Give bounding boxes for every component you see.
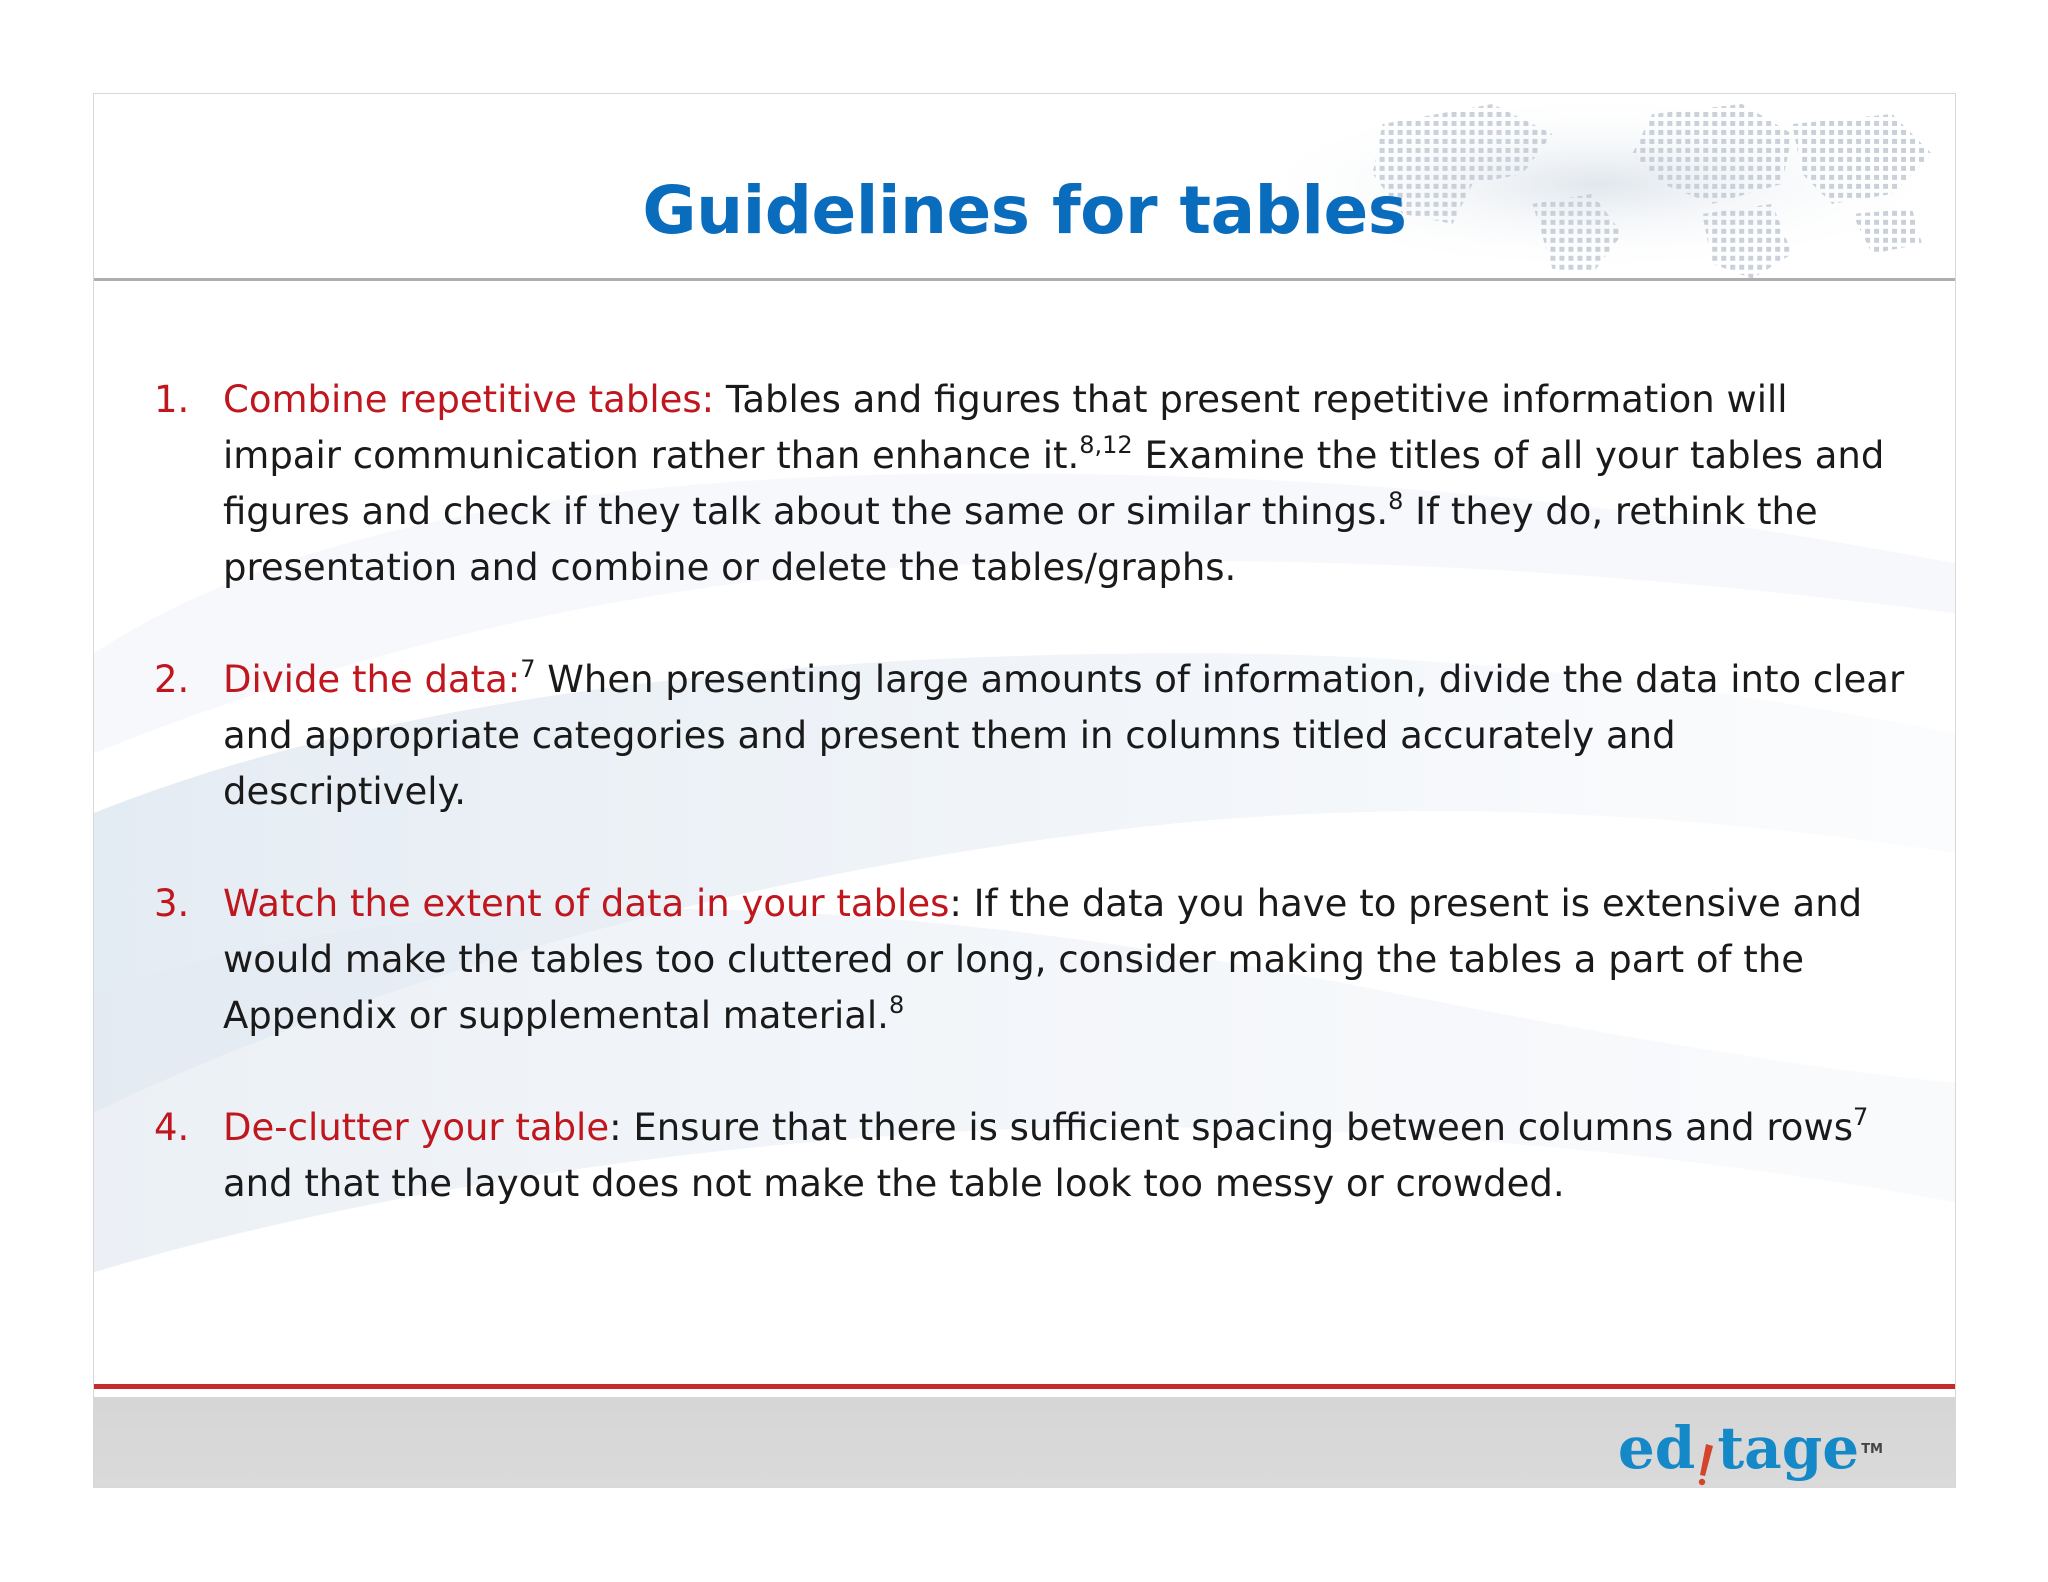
item-text: Examine the titles of all your tables and figures and check if they talk about the same or similar things. [223,434,1885,533]
item-heading: De-clutter your table [223,1106,610,1149]
reference-superscript: 7 [520,655,536,683]
reference-superscript: 8,12 [1079,431,1133,459]
guidelines-list [154,372,1914,1212]
item-heading: Combine repetitive tables: [223,378,715,421]
pencil-mark-icon [1697,1430,1715,1474]
item-number: 2. [154,658,190,701]
reference-superscript: 8 [1388,487,1404,515]
logo-text-left: ed [1617,1414,1696,1482]
reference-superscript: 7 [1852,1103,1869,1131]
slide [93,93,1956,1488]
list-item [154,652,1914,820]
item-text: When presenting large amounts of information, divide the data into clear and appropriate categories and present them in columns titled accurately and descriptively. [223,658,1905,813]
logo-text-right: tage [1717,1414,1860,1482]
slide-title: Guidelines for tables [642,172,1407,249]
list-item [154,876,1914,1044]
list-item [154,1100,1914,1212]
item-heading: Divide the data: [223,658,521,701]
trademark-mark: TM [1861,1442,1883,1457]
reference-superscript: 8 [888,991,905,1019]
item-text: Tables and figures that present repetitive information will impair communication rather than enhance it. [223,378,1788,477]
editage-logo [1618,1404,1883,1484]
item-text: If they do, rethink the presentation and combine or delete the tables/graphs. [223,490,1818,589]
title-divider [94,278,1955,281]
list-item [154,372,1914,596]
item-text: : If the data you have to present is extensive and would make the tables too cluttered or long, consider making the tables a part of the Appendix or supplemental material. [223,882,1863,1037]
title-area [94,94,1955,279]
item-number: 1. [154,378,190,421]
item-text: and that the layout does not make the table look too messy or crowded. [223,1162,1565,1205]
item-text: : Ensure that there is sufficient spacing between columns and rows [609,1106,1853,1149]
footer-red-rule [94,1384,1955,1389]
item-number: 3. [154,882,190,925]
item-number: 4. [154,1106,190,1149]
item-heading: Watch the extent of data in your tables [223,882,950,925]
